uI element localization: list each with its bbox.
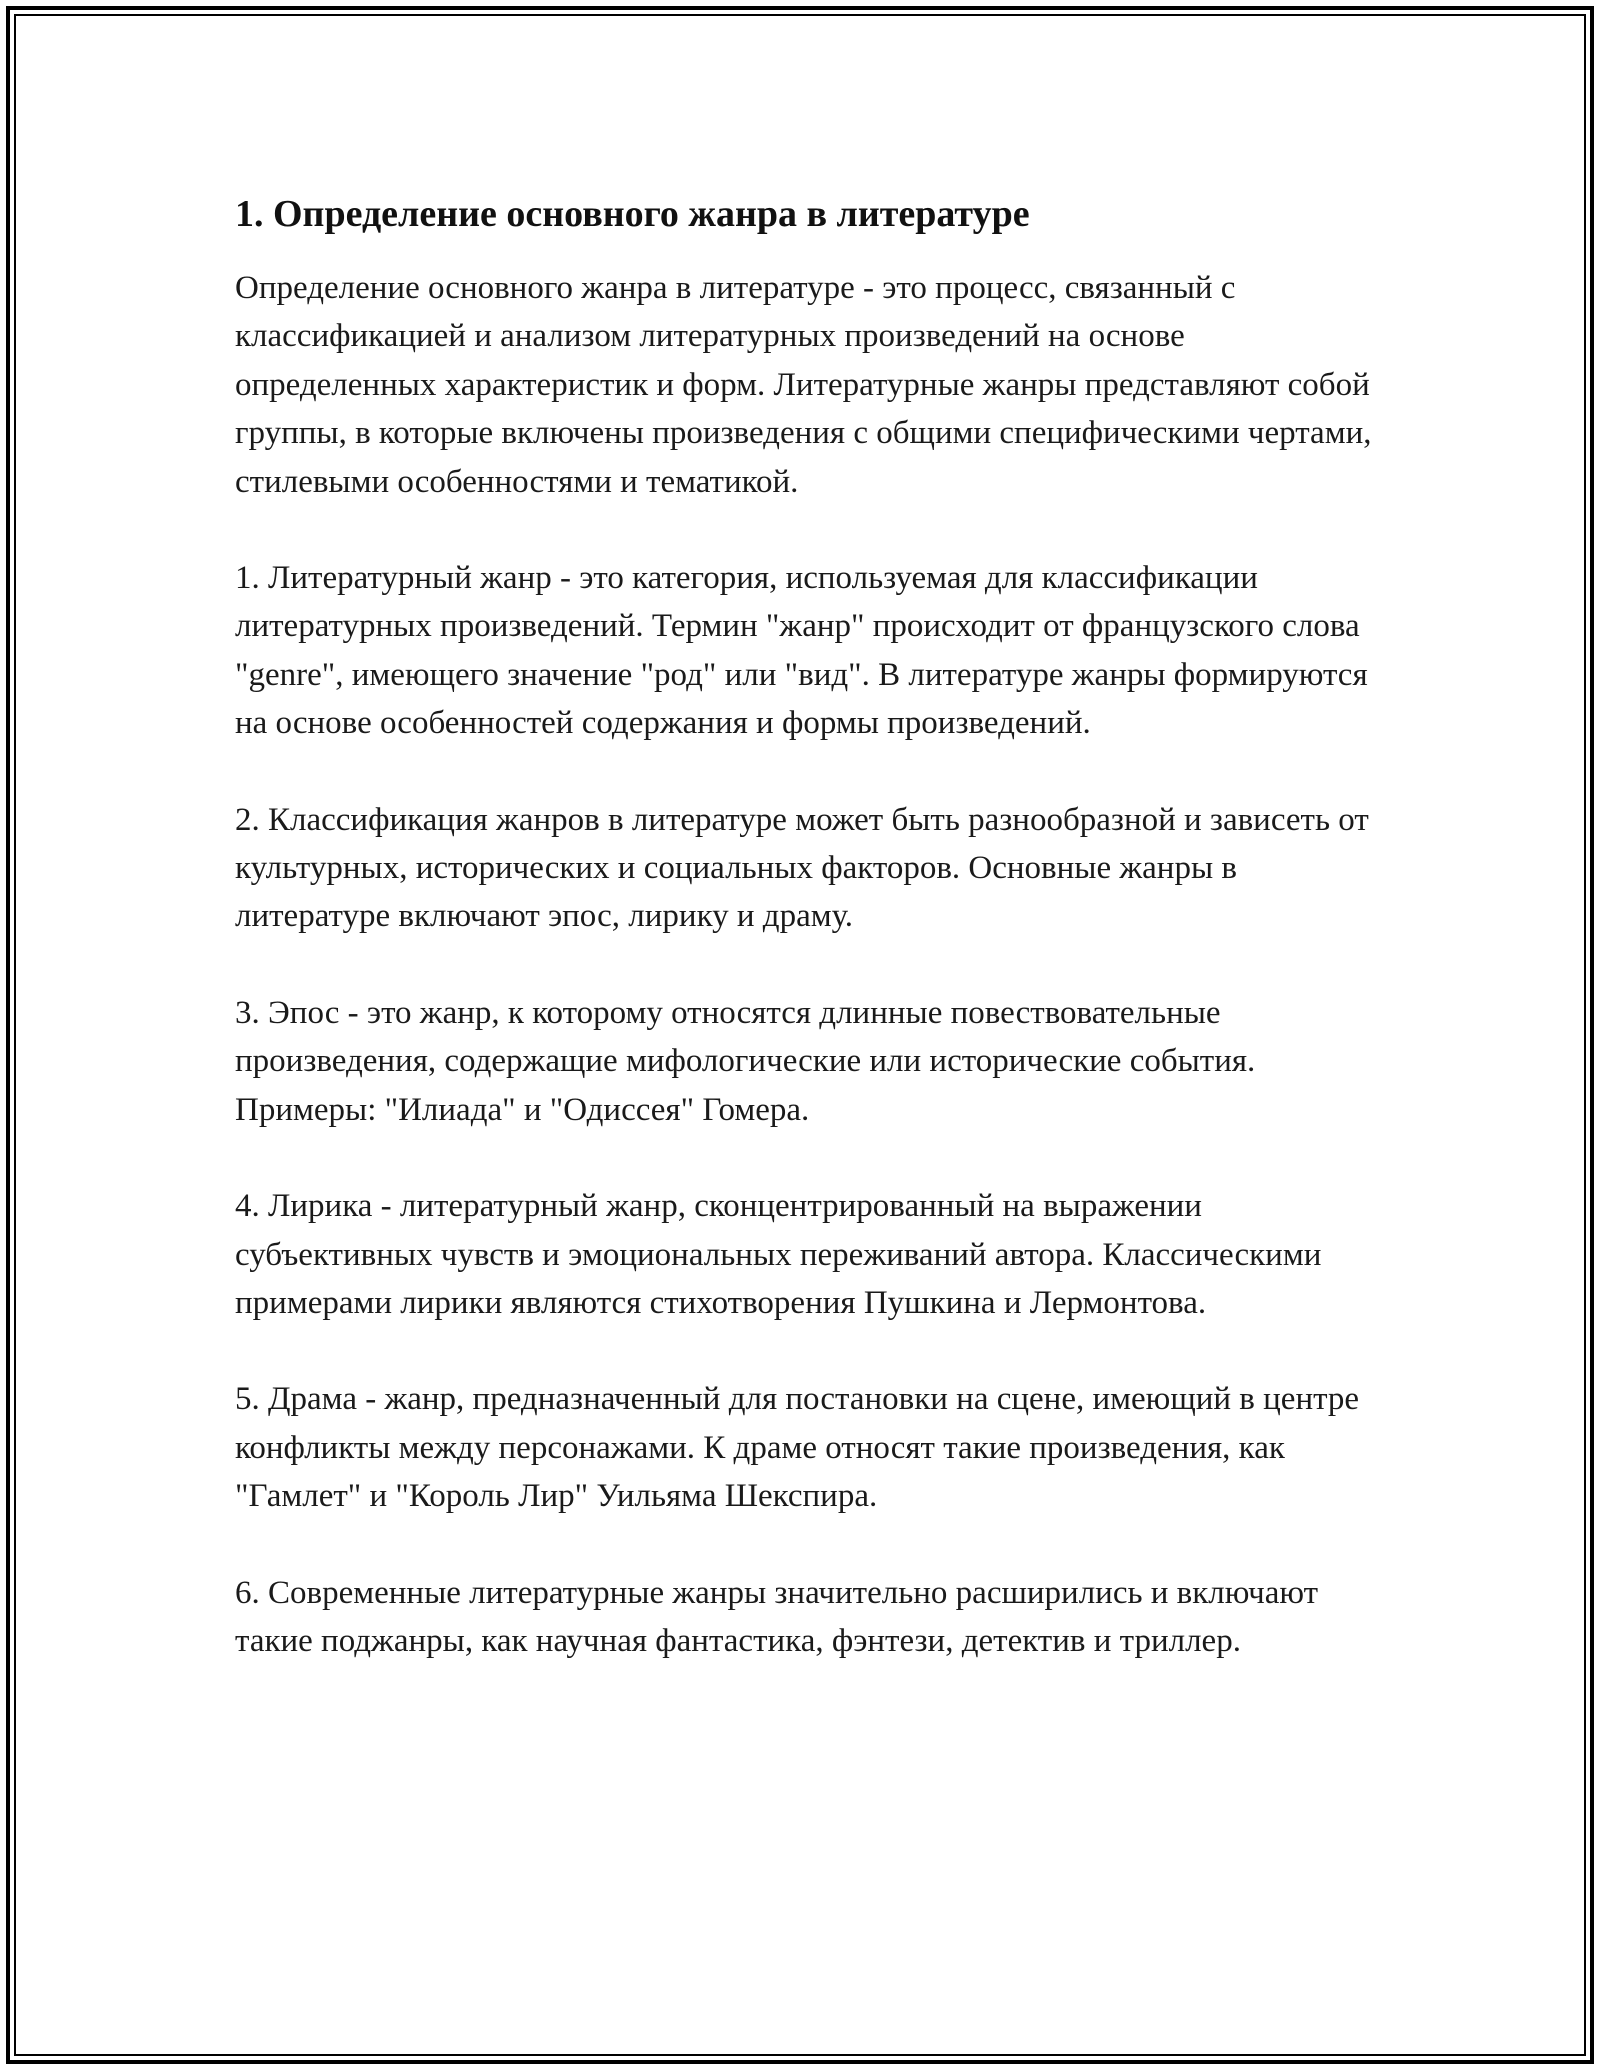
paragraph-1-genre-definition: 1. Литературный жанр - это категория, используемая для классификации литературных произведений. Термин "жанр" происходит от французского слова "genre", имеющего значение "род" или "вид". В литературе жанры формируются на основе особенностей содержания и формы произведений. xyxy=(235,560,1368,742)
paragraph-4-lyric: 4. Лирика - литературный жанр, сконцентрированный на выражении субъективных чувств и эмоциональных переживаний автора. Классическими примерами лирики являются стихотворения Пушкина и Лермонтова. xyxy=(235,1188,1322,1321)
paragraph-3-epic: 3. Эпос - это жанр, к которому относятся длинные повествовательные произведения, содержащие мифологические или исторические события. Примеры: "Илиада" и "Одиссея" Гомера. xyxy=(235,994,1256,1128)
paragraph-2-classification: 2. Классификация жанров в литературе может быть разнообразной и зависеть от культурных, исторических и социальных факторов. Основные жанры в литературе включают эпос, лирику и драму. xyxy=(235,801,1369,935)
paragraph-5-drama: 5. Драма - жанр, предназначенный для постановки на сцене, имеющий в центре конфликты между персонажами. К драме относят такие произведения, как "Гамлет" и "Король Лир" Уильяма Шекспира. xyxy=(235,1381,1360,1515)
document-title: 1. Определение основного жанра в литературе xyxy=(235,193,1030,235)
paragraph-6-modern-genres: 6. Современные литературные жанры значительно расширились и включают такие поджанры, как научная фантастика, фэнтези, детектив и триллер. xyxy=(235,1574,1319,1659)
document-body xyxy=(235,186,1385,1713)
intro-paragraph: Определение основного жанра в литературе - это процесс, связанный с классификацией и анализом литературных произведений на основе определенных характеристик и форм. Литературные жанры представляют собой группы, в которые включены произведения с общими специфическими чертами, стилевыми особенностями и тематикой. xyxy=(235,270,1372,500)
